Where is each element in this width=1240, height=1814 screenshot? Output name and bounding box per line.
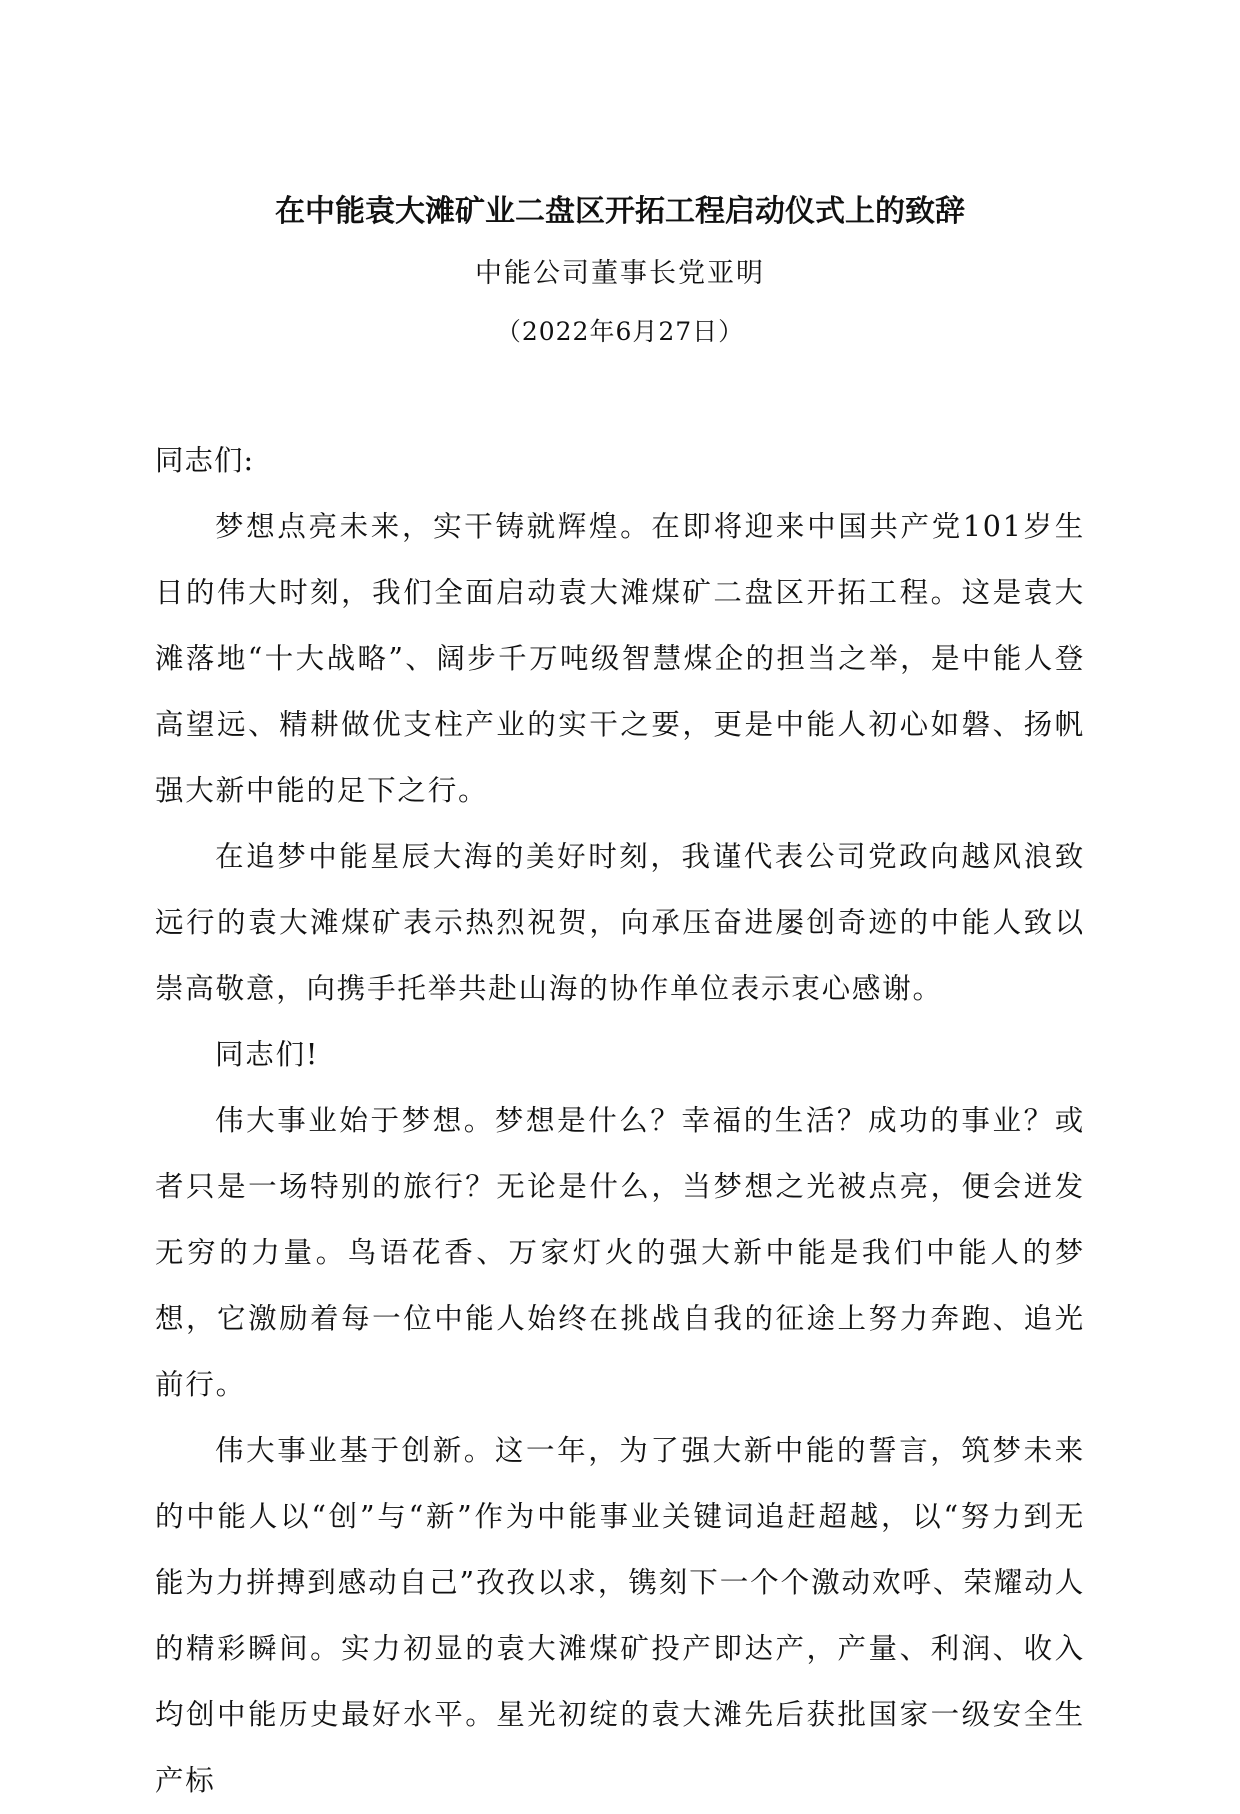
document-body [155, 428, 1085, 1814]
document-date: （2022年6月27日） [495, 317, 745, 346]
salutation: 同志们: [155, 444, 255, 477]
paragraph: 伟大事业始于梦想。梦想是什么？幸福的生活？成功的事业？或者只是一场特别的旅行？无论是什么，当梦想之光被点亮，便会迸发无穷的力量。鸟语花香、万家灯火的强大新中能是我们中能人的梦想，它激励着每一位中能人始终在挑战自我的征途上努力奔跑、追光前行。 [155, 1104, 1085, 1401]
paragraph: 同志们! [215, 1038, 320, 1071]
document-author: 中能公司董事长党亚明 [475, 258, 765, 289]
paragraph: 梦想点亮未来，实干铸就辉煌。在即将迎来中国共产党101岁生日的伟大时刻，我们全面启动袁大滩煤矿二盘区开拓工程。这是袁大滩落地“十大战略”、阔步千万吨级智慧煤企的担当之举，是中能人登高望远、精耕做优支柱产业的实干之要，更是中能人初心如磐、扬帆强大新中能的足下之行。 [155, 510, 1085, 807]
document-title: 在中能袁大滩矿业二盘区开拓工程启动仪式上的致辞 [275, 194, 965, 229]
paragraph: 在追梦中能星辰大海的美好时刻，我谨代表公司党政向越风浪致远行的袁大滩煤矿表示热烈祝贺，向承压奋进屡创奇迹的中能人致以崇高敬意，向携手托举共赴山海的协作单位表示衷心感谢。 [155, 840, 1085, 1005]
paragraph: 伟大事业基于创新。这一年，为了强大新中能的誓言，筑梦未来的中能人以“创”与“新”作为中能事业关键词追赶超越，以“努力到无能为力拼搏到感动自己”孜孜以求，镌刻下一个个激动欢呼、荣耀动人的精彩瞬间。实力初显的袁大滩煤矿投产即达产，产量、利润、收入均创中能历史最好水平。星光初绽的袁大滩先后获批国家一级安全生产标 [155, 1434, 1085, 1797]
